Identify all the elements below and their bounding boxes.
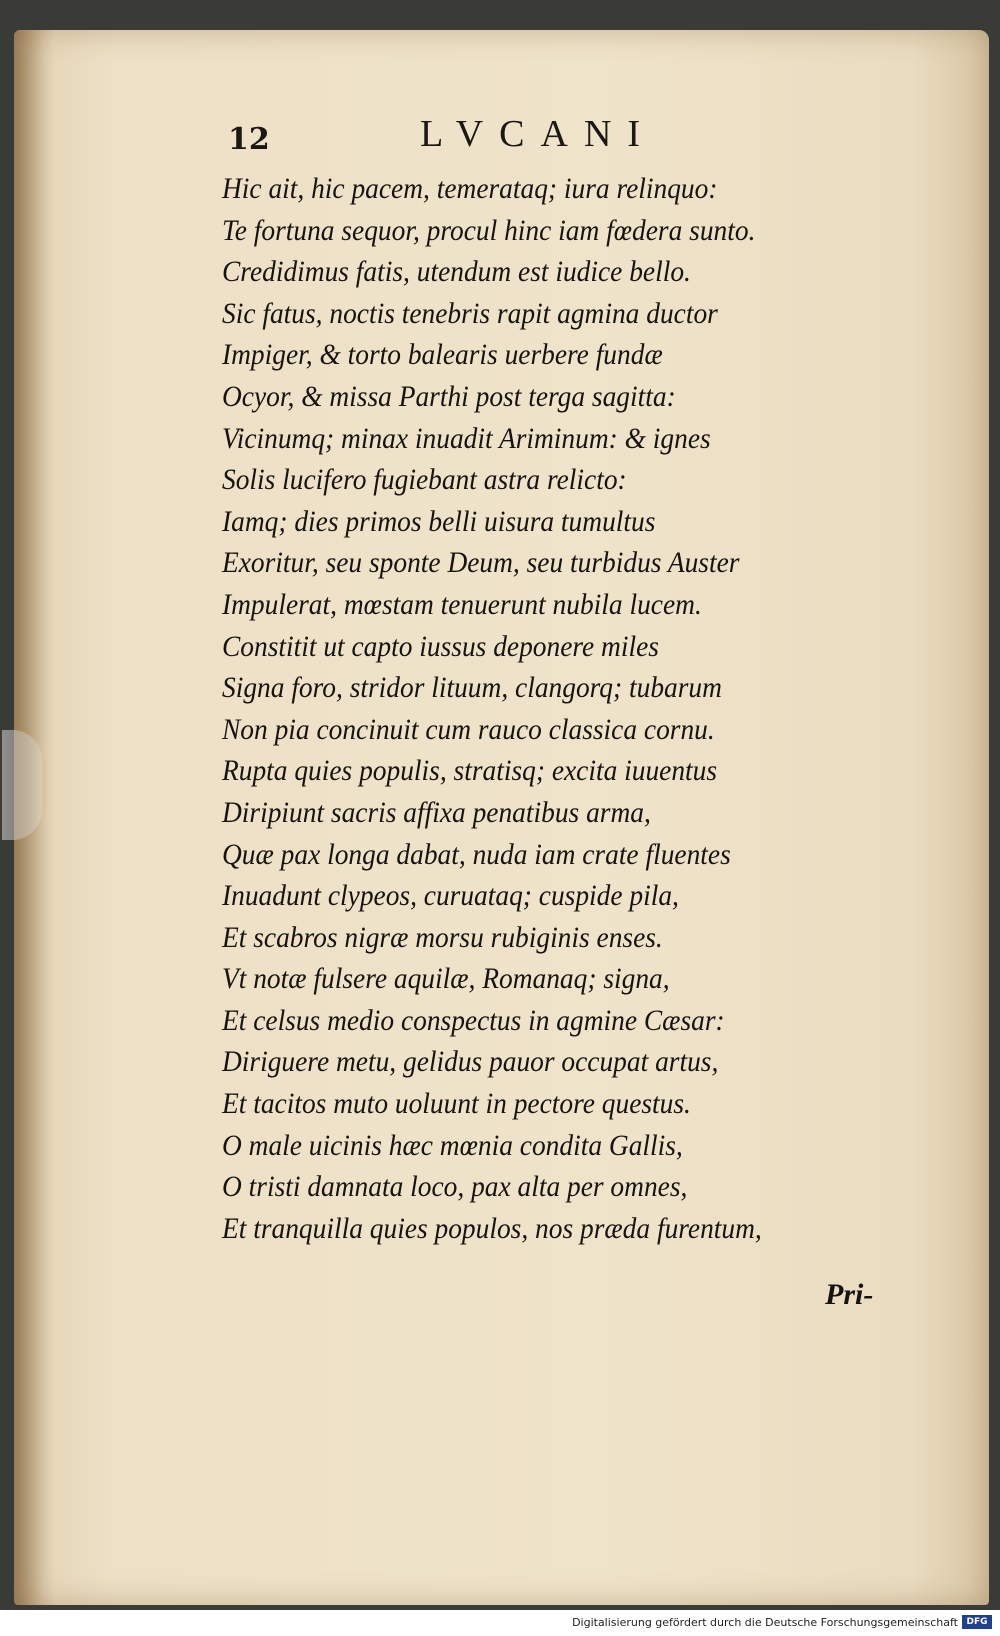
- verse-list: [222, 168, 922, 1249]
- verse-line: Exoritur, seu sponte Deum, seu turbidus Auster: [222, 546, 740, 580]
- verse-line: Impulerat, mœstam tenuerunt nubila lucem.: [222, 587, 702, 621]
- page-clip-shadow: [2, 730, 42, 840]
- verse-line: O male uicinis hæc mœnia condita Gallis,: [222, 1128, 683, 1162]
- digitization-footer: [0, 1612, 1000, 1636]
- verse-line: Impiger, & torto balearis uerbere fundæ: [222, 338, 663, 372]
- dfg-logo-icon: DFG: [962, 1615, 992, 1629]
- verse-line: Diriguere metu, gelidus pauor occupat artus,: [222, 1045, 719, 1079]
- verse-line: Sic fatus, noctis tenebris rapit agmina ductor: [222, 296, 718, 330]
- verse-line: Solis lucifero fugiebant astra relicto:: [222, 463, 627, 497]
- verse-line: O tristi damnata loco, pax alta per omnes,: [222, 1170, 688, 1204]
- verse-line: Et celsus medio conspectus in agmine Cæsar:: [222, 1003, 725, 1037]
- verse-line: Credidimus fatis, utendum est iudice bello.: [222, 255, 691, 289]
- verse-line: Constitit ut capto iussus deponere miles: [222, 629, 659, 663]
- running-title: LVCANI: [420, 113, 657, 155]
- verse-line: Vt notæ fulsere aquilæ, Romanaq; signa,: [222, 962, 670, 996]
- verse-line: Et tacitos muto uoluunt in pectore questus.: [222, 1087, 691, 1121]
- verse-line: Quæ pax longa dabat, nuda iam crate fluentes: [222, 837, 731, 871]
- verse-line: Et scabros nigræ morsu rubiginis enses.: [222, 920, 663, 954]
- running-head: [0, 112, 1000, 162]
- verse-line: Inuadunt clypeos, curuataq; cuspide pila,: [222, 879, 679, 913]
- verse-line: Vicinumq; minax inuadit Ariminum: & ignes: [222, 421, 711, 455]
- verse-line: Iamq; dies primos belli uisura tumultus: [222, 504, 656, 538]
- verse-line: Signa foro, stridor lituum, clangorq; tubarum: [222, 671, 722, 705]
- funding-credit: Digitalisierung gefördert durch die Deutsche Forschungsgemeinschaft: [572, 1616, 958, 1629]
- catchword: Pri-: [825, 1278, 874, 1311]
- verse-line: Rupta quies populis, stratisq; excita iuuentus: [222, 754, 718, 788]
- verse-line: Diripiunt sacris affixa penatibus arma,: [222, 795, 651, 829]
- page-number: 12: [228, 122, 270, 157]
- verse-line: Ocyor, & missa Parthi post terga sagitta:: [222, 379, 676, 413]
- verse-line: Non pia concinuit cum rauco classica cornu.: [222, 712, 715, 746]
- verse-line: Et tranquilla quies populos, nos præda furentum,: [222, 1211, 762, 1245]
- verse-line: Hic ait, hic pacem, temerataq; iura relinquo:: [222, 172, 718, 205]
- verse-line: Te fortuna sequor, procul hinc iam fœdera sunto.: [222, 213, 756, 247]
